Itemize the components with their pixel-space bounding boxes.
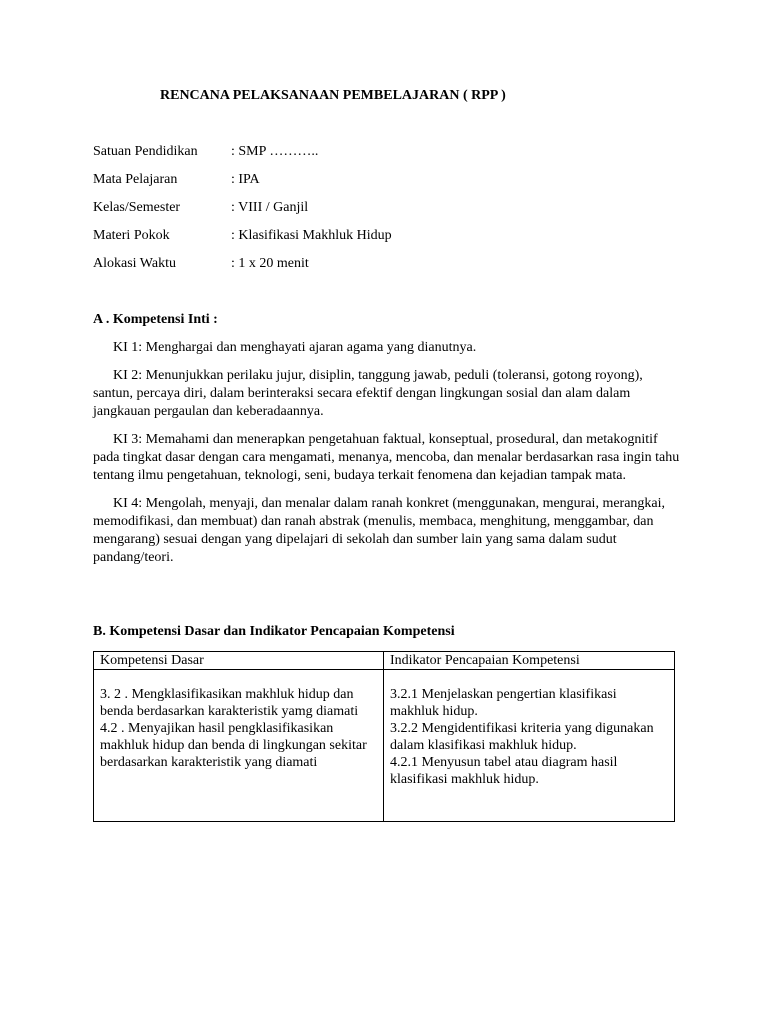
ki-2-paragraph: KI 2: Menunjukkan perilaku jujur, disiplin, tanggung jawab, peduli (toleransi, gotong royong), santun, percaya diri, dalam berinteraksi secara efektif dengan lingkungan sosial dan alam dalam jangkauan pergaulan dan keberadaannya. (93, 368, 643, 419)
column-header-kd: Kompetensi Dasar (94, 652, 384, 670)
ki-3-paragraph: KI 3: Memahami dan menerapkan pengetahuan faktual, konseptual, prosedural, dan metakognitif pada tingkat dasar dengan cara mengamati, menanya, mencoba, dan menalar berdasarkan rasa ingin tahu tentang ilmu pengetahuan, teknologi, seni, budaya terkait fenomena dan kejadian tampak mata. (93, 432, 680, 483)
kd-item: 4.2 . Menyajikan hasil pengklasifikasikan makhluk hidup dan benda di lingkungan sekitar berdasarkan karakteristik yang diamati (100, 721, 367, 770)
identity-value: : VIII / Ganjil (231, 200, 309, 215)
identity-row-alokasi (93, 255, 392, 283)
table-row (94, 670, 675, 822)
identity-label: Materi Pokok (93, 228, 170, 243)
table-header-row (94, 652, 675, 670)
document-title: RENCANA PELAKSANAAN PEMBELAJARAN ( RPP ) (160, 88, 506, 103)
identity-label: Alokasi Waktu (93, 256, 176, 271)
identity-row-kelas (93, 199, 392, 227)
identity-value: : IPA (231, 172, 260, 187)
section-b-heading: B. Kompetensi Dasar dan Indikator Pencapaian Kompetensi (93, 624, 455, 639)
ipk-item: 3.2.1 Menjelaskan pengertian klasifikasi makhluk hidup. (390, 687, 617, 719)
identity-value: : Klasifikasi Makhluk Hidup (231, 228, 392, 243)
kd-ipk-table (93, 651, 675, 822)
identity-label: Satuan Pendidikan (93, 144, 198, 159)
ipk-item: 3.2.2 Mengidentifikasi kriteria yang digunakan dalam klasifikasi makhluk hidup. (390, 721, 654, 753)
ipk-cell (384, 670, 675, 822)
ipk-item: 4.2.1 Menyusun tabel atau diagram hasil klasifikasi makhluk hidup. (390, 755, 618, 787)
section-a-heading: A . Kompetensi Inti : (93, 312, 218, 327)
identity-row-satuan (93, 143, 392, 171)
identity-row-mapel (93, 171, 392, 199)
kd-item: 3. 2 . Mengklasifikasikan makhluk hidup dan benda berdasarkan karakteristik yamg diamati (100, 687, 359, 719)
identity-row-materi (93, 227, 392, 255)
identity-value: : 1 x 20 menit (231, 256, 309, 271)
identity-label: Mata Pelajaran (93, 172, 178, 187)
section-kompetensi-dasar (93, 623, 675, 822)
ki-4-paragraph: KI 4: Mengolah, menyaji, dan menalar dalam ranah konkret (menggunakan, mengurai, merangkai, memodifikasi, dan membuat) dan ranah abstrak (menulis, membaca, menghitung, menggambar, dan mengarang) sesuai dengan yang dipelajari di sekolah dan sumber lain yang sama dalam sudut pandang/teori. (93, 496, 666, 565)
column-header-ipk: Indikator Pencapaian Kompetensi (384, 652, 675, 670)
identity-label: Kelas/Semester (93, 200, 181, 215)
kd-cell (94, 670, 384, 822)
section-kompetensi-inti (93, 311, 683, 577)
ki-1-paragraph: KI 1: Menghargai dan menghayati ajaran agama yang dianutnya. (113, 340, 477, 355)
identity-block (93, 143, 392, 283)
identity-value: : SMP ……….. (231, 144, 319, 159)
